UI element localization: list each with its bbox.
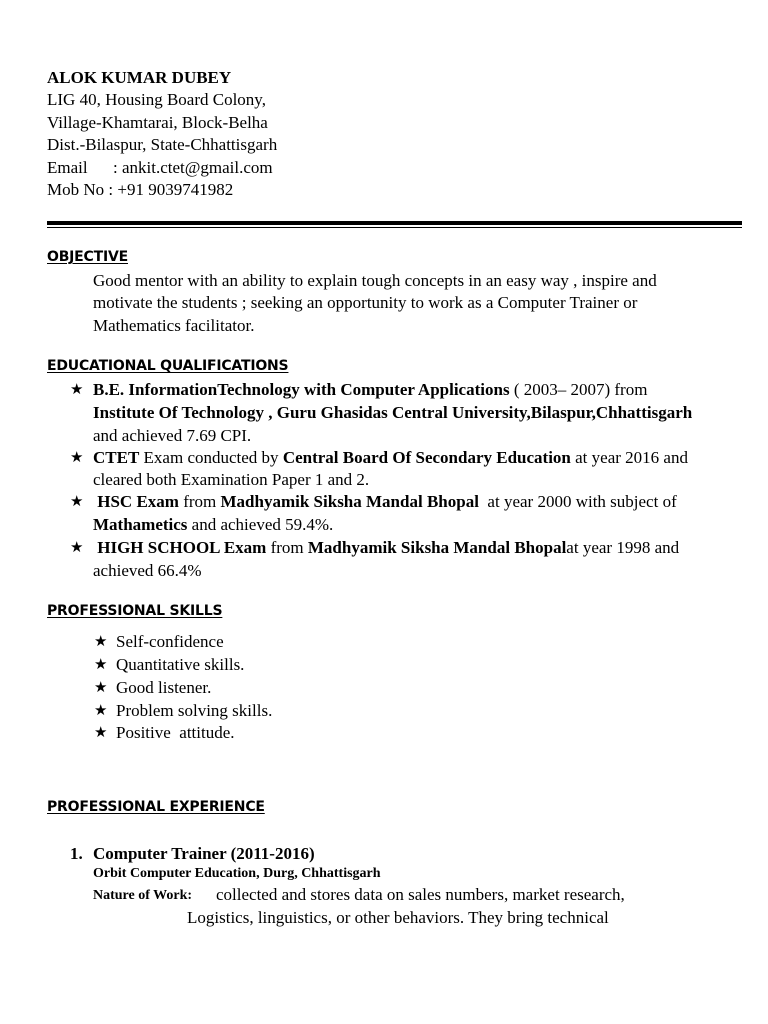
education-item-2-line-1: CTET Exam conducted by Central Board Of Secondary Education at year 2016 and <box>93 448 688 467</box>
address-line-2: Village-Khamtarai, Block-Belha <box>47 113 268 132</box>
education-item-3-line-2: Mathametics and achieved 59.4%. <box>93 515 334 534</box>
objective-heading: OBJECTIVE <box>47 249 128 265</box>
education-item-4-line-1: HIGH SCHOOL Exam from Madhyamik Siksha Mandal Bhopalat year 1998 and <box>93 538 680 557</box>
header-divider-thick <box>47 221 742 225</box>
education-item-1-line-1: B.E. InformationTechnology with Computer Applications ( 2003– 2007) from <box>93 380 648 399</box>
objective-line-1: Good mentor with an ability to explain tough concepts in an easy way , inspire and <box>93 271 657 290</box>
email-value: : ankit.ctet@gmail.com <box>113 158 273 177</box>
star-bullet-icon: ★ <box>94 657 108 673</box>
star-bullet-icon: ★ <box>94 703 108 719</box>
education-item-3-line-1: HSC Exam from Madhyamik Siksha Mandal Bhopal at year 2000 with subject of <box>93 492 677 511</box>
experience-role: Computer Trainer (2011-2016) <box>93 844 315 863</box>
education-item-1-line-2: Institute Of Technology , Guru Ghasidas Central University,Bilaspur,Chhattisgarh <box>93 403 693 422</box>
education-item-2-line-2: cleared both Examination Paper 1 and 2. <box>93 470 370 489</box>
objective-line-2: motivate the students ; seeking an opportunity to work as a Computer Trainer or <box>93 293 638 312</box>
experience-number: 1. <box>70 844 83 863</box>
star-bullet-icon: ★ <box>94 725 108 741</box>
email-label: Email <box>47 158 88 177</box>
address-line-3: Dist.-Bilaspur, State-Chhattisgarh <box>47 135 278 154</box>
nature-of-work-label: Nature of Work: <box>93 888 193 903</box>
skill-item: Good listener. <box>116 678 212 697</box>
mobile-number: Mob No : +91 9039741982 <box>47 180 234 199</box>
nature-of-work-line-2: Logistics, linguistics, or other behaviors. They bring technical <box>187 908 609 927</box>
objective-line-3: Mathematics facilitator. <box>93 316 255 335</box>
star-bullet-icon: ★ <box>70 450 84 466</box>
experience-company: Orbit Computer Education, Durg, Chhattisgarh <box>93 866 381 881</box>
star-bullet-icon: ★ <box>94 634 108 650</box>
star-bullet-icon: ★ <box>94 680 108 696</box>
star-bullet-icon: ★ <box>70 540 84 556</box>
skill-item: Quantitative skills. <box>116 655 245 674</box>
education-item-4-line-2: achieved 66.4% <box>93 561 202 580</box>
education-heading: EDUCATIONAL QUALIFICATIONS <box>47 358 289 374</box>
address-line-1: LIG 40, Housing Board Colony, <box>47 90 266 109</box>
skill-item: Self-confidence <box>116 632 224 651</box>
experience-heading: PROFESSIONAL EXPERIENCE <box>47 799 265 815</box>
nature-of-work-line-1: collected and stores data on sales numbers, market research, <box>216 885 625 904</box>
star-bullet-icon: ★ <box>70 382 84 398</box>
education-item-1-line-3: and achieved 7.69 CPI. <box>93 426 252 445</box>
header-divider-thin <box>47 227 742 228</box>
skill-item: Positive attitude. <box>116 723 235 742</box>
skills-heading: PROFESSIONAL SKILLS <box>47 603 223 619</box>
star-bullet-icon: ★ <box>70 494 84 510</box>
skill-item: Problem solving skills. <box>116 701 273 720</box>
candidate-name: ALOK KUMAR DUBEY <box>47 68 232 87</box>
